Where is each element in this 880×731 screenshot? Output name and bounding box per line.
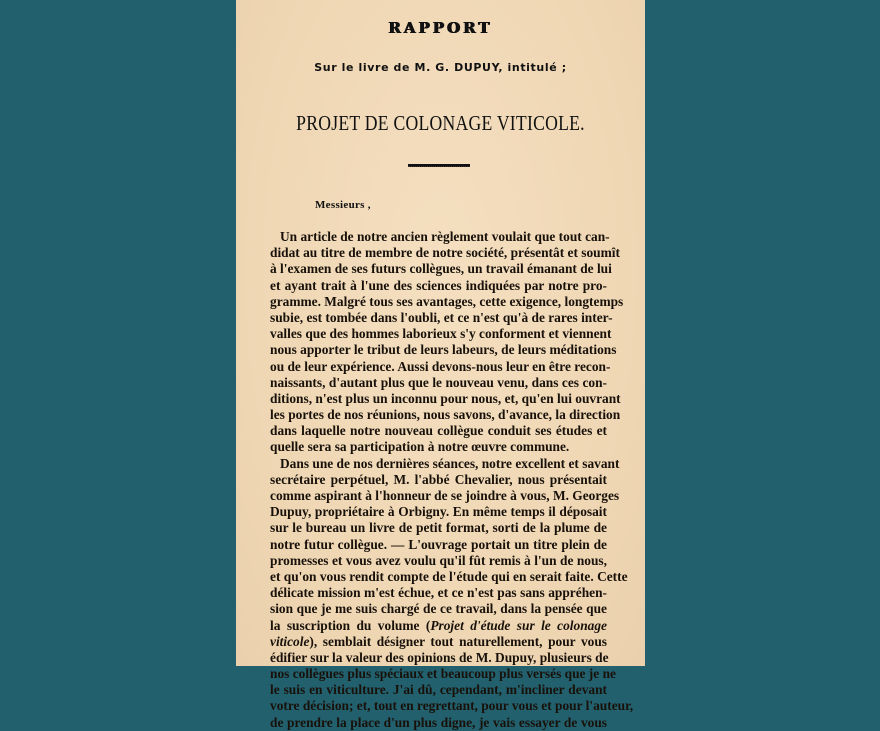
text-line: de prendre la place d'un plus digne, je vais essayer de vous bbox=[270, 714, 607, 730]
body-text bbox=[270, 229, 634, 731]
text-line: à l'examen de ses futurs collègues, un travail émanant de lui bbox=[270, 261, 612, 277]
text-line: et qu'on vous rendit compte de l'étude qui en serait faite. Cette bbox=[270, 568, 628, 584]
text-line: naissants, d'autant plus que le nouveau venu, dans ces con- bbox=[270, 374, 607, 390]
text-line: sion que je me suis chargé de ce travail, dans la pensée que bbox=[270, 601, 607, 617]
text-line: nous apporter le tribut de leurs labeurs, de leurs méditations bbox=[270, 342, 617, 358]
text-line: délicate mission m'est échue, et ce n'est pas sans appréhen- bbox=[270, 585, 607, 601]
text-line: dans laquelle notre nouveau collègue conduit ses études et bbox=[270, 423, 607, 439]
text-line: quelle sera sa participation à notre œuvre commune. bbox=[270, 439, 570, 455]
text-line: notre futur collègue. — L'ouvrage portait un titre plein de bbox=[270, 536, 607, 552]
title-divider bbox=[408, 164, 470, 167]
text-line: subie, est tombée dans l'oubli, et ce n'est qu'à de rares inter- bbox=[270, 309, 613, 325]
text-line: secrétaire perpétuel, M. l'abbé Chevalier, nous présentait bbox=[270, 471, 607, 487]
text-line: ditions, n'est plus un inconnu pour nous, et, qu'en lui ouvrant bbox=[270, 390, 621, 406]
text-line: les portes de nos réunions, nous savons, d'avance, la direction bbox=[270, 407, 621, 423]
text-line: promesses et vous avez voulu qu'il fût remis à l'un de nous, bbox=[270, 552, 607, 568]
text-line: nos collègues plus spéciaux et beaucoup plus versés que je ne bbox=[270, 666, 616, 682]
report-subheading: Sur le livre de M. G. DUPUY, intitulé ; bbox=[314, 61, 567, 74]
text-line: et ayant trait à l'une des sciences indiquées par notre pro- bbox=[270, 277, 607, 293]
text-line: valles que des hommes laborieux s'y conforment et viennent bbox=[270, 326, 612, 342]
document-page bbox=[236, 0, 645, 730]
text-line: Un article de notre ancien règlement voulait que tout can- bbox=[280, 229, 610, 244]
report-heading: RAPPORT bbox=[388, 19, 493, 37]
text-run: ), semblait désigner tout naturellement, pour vous bbox=[309, 633, 607, 649]
text-line: ou de leur expérience. Aussi devons-nous leur en être recon- bbox=[270, 358, 611, 374]
text-line: sur le bureau un livre de petit format, sorti de la plume de bbox=[270, 520, 607, 536]
italic-book-title: Projet d'étude sur le colonage bbox=[430, 617, 607, 633]
text-line bbox=[270, 634, 607, 650]
text-line: Dupuy, propriétaire à Orbigny. En même temps il déposait bbox=[270, 504, 607, 520]
text-line: Dans une de nos dernières séances, notre excellent et savant bbox=[280, 455, 620, 471]
text-line: le suis en viticulture. J'ai dû, cependant, m'incliner devant bbox=[270, 682, 607, 698]
text-line: didat au titre de membre de notre société, présentât et soumît bbox=[270, 245, 620, 261]
italic-book-title: viticole bbox=[270, 633, 310, 649]
text-line: comme aspirant à l'honneur de se joindre à vous, M. Georges bbox=[270, 488, 620, 503]
text-line bbox=[270, 618, 607, 634]
text-line: votre décision; et, tout en regrettant, pour vous et pour l'auteur, bbox=[270, 698, 634, 714]
salutation: Messieurs , bbox=[315, 199, 371, 211]
document-title: PROJET DE COLONAGE VITICOLE. bbox=[296, 111, 585, 135]
text-run: la suscription du volume ( bbox=[270, 617, 431, 633]
text-line: édifier sur la valeur des opinions de M. Dupuy, plusieurs de bbox=[270, 649, 609, 665]
text-line: gramme. Malgré tous ses avantages, cette exigence, longtemps bbox=[270, 293, 624, 309]
